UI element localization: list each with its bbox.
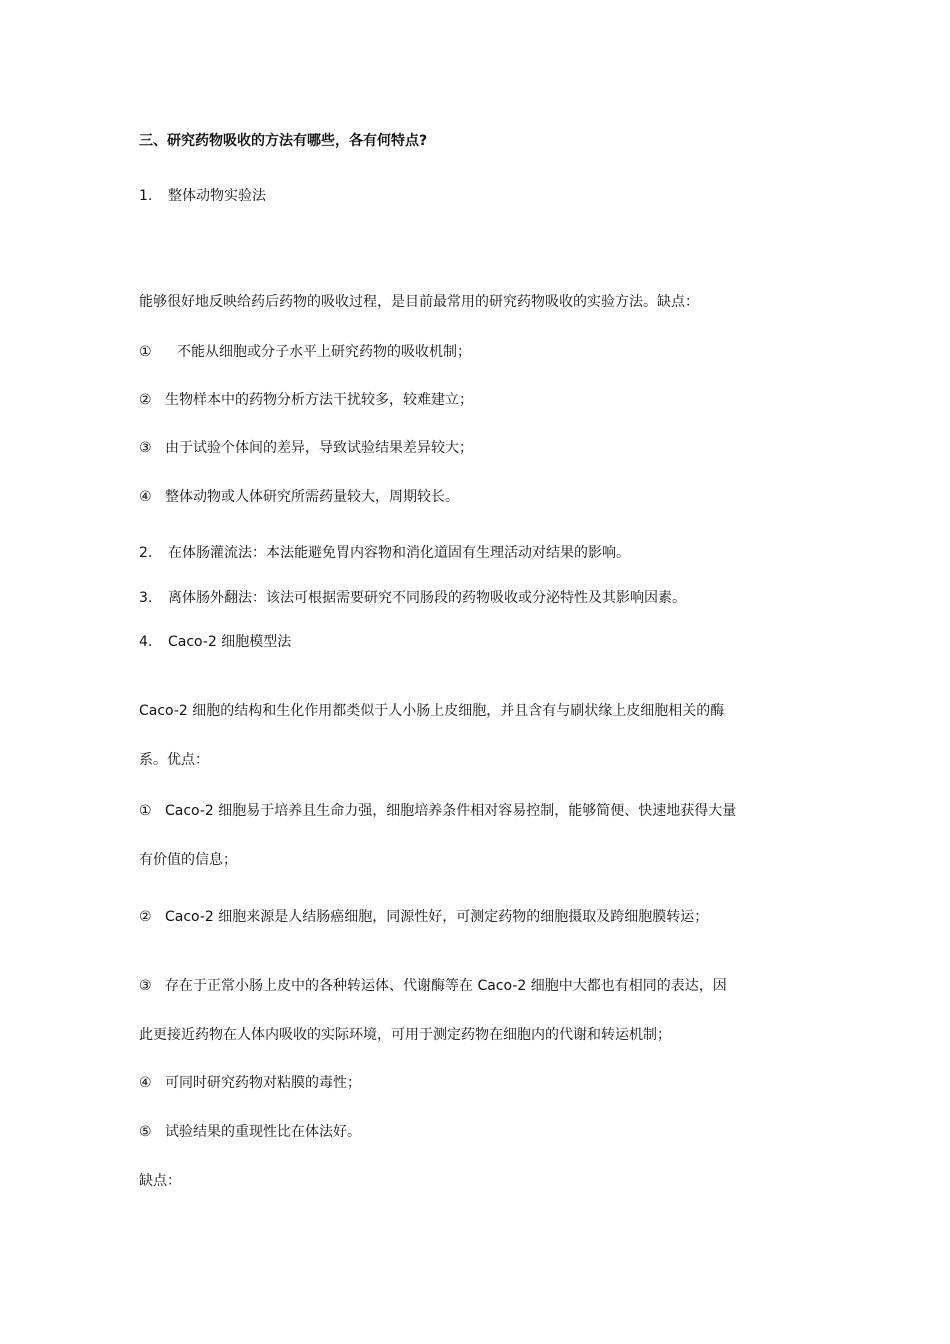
section-4-title	[139, 632, 839, 652]
item-text: 不能从细胞或分子水平上研究药物的吸收机制；	[177, 344, 471, 360]
item-marker: ②	[139, 392, 152, 408]
pro-item	[139, 801, 839, 821]
item-text: 存在于正常小肠上皮中的各种转运体、代谢酶等在 Caco-2 细胞中大都也有相同的表达，因	[165, 978, 727, 994]
section-4-description-cont: 系。优点：	[139, 752, 209, 768]
item-marker: ②	[139, 909, 152, 925]
section-number: 2.	[139, 545, 153, 561]
pro-item-cont: 有价值的信息；	[139, 852, 237, 868]
con-item	[139, 390, 839, 410]
con-item	[139, 342, 839, 362]
pro-item	[139, 907, 839, 927]
pro-item	[139, 1122, 839, 1142]
item-marker: ④	[139, 489, 152, 505]
section-text: 在体肠灌流法：本法能避免胃内容物和消化道固有生理活动对结果的影响。	[168, 545, 630, 561]
section-4-description: Caco-2 细胞的结构和生化作用都类似于人小肠上皮细胞，并且含有与刷状缘上皮细胞相关的酶	[139, 703, 725, 719]
section-1-title	[139, 186, 839, 206]
item-marker: ①	[139, 803, 152, 819]
item-text: 生物样本中的药物分析方法干扰较多，较难建立；	[165, 392, 473, 408]
item-marker: ④	[139, 1075, 152, 1091]
pro-item	[139, 976, 839, 996]
item-text: Caco-2 细胞易于培养且生命力强，细胞培养条件相对容易控制，能够简便、快速地获得大量	[165, 803, 737, 819]
item-text: 可同时研究药物对粘膜的毒性；	[165, 1075, 361, 1091]
section-2	[139, 543, 839, 563]
item-marker: ①	[139, 344, 152, 360]
item-text: 试验结果的重现性比在体法好。	[165, 1124, 361, 1140]
section-title-text: 整体动物实验法	[168, 188, 266, 204]
section-number: 3.	[139, 590, 153, 606]
section-number: 4.	[139, 634, 153, 650]
con-item	[139, 487, 839, 507]
item-marker: ⑤	[139, 1124, 152, 1140]
item-text: Caco-2 细胞来源是人结肠癌细胞，同源性好，可测定药物的细胞摄取及跨细胞膜转运；	[165, 909, 709, 925]
section-3	[139, 588, 839, 608]
pro-item-cont: 此更接近药物在人体内吸收的实际环境，可用于测定药物在细胞内的代谢和转运机制；	[139, 1027, 671, 1043]
section-1-description: 能够很好地反映给药后药物的吸收过程，是目前最常用的研究药物吸收的实验方法。缺点：	[139, 294, 699, 310]
item-marker: ③	[139, 440, 152, 456]
section-text: 离体肠外翻法：该法可根据需要研究不同肠段的药物吸收或分泌特性及其影响因素。	[168, 590, 686, 606]
pro-item	[139, 1073, 839, 1093]
item-text: 由于试验个体间的差异，导致试验结果差异较大；	[165, 440, 473, 456]
section-number: 1.	[139, 188, 153, 204]
item-text: 整体动物或人体研究所需药量较大，周期较长。	[165, 489, 459, 505]
question-heading: 三、研究药物吸收的方法有哪些，各有何特点?	[139, 133, 428, 149]
con-item	[139, 438, 839, 458]
cons-label: 缺点：	[139, 1173, 181, 1189]
section-title-text: Caco-2 细胞模型法	[168, 634, 292, 650]
item-marker: ③	[139, 978, 152, 994]
